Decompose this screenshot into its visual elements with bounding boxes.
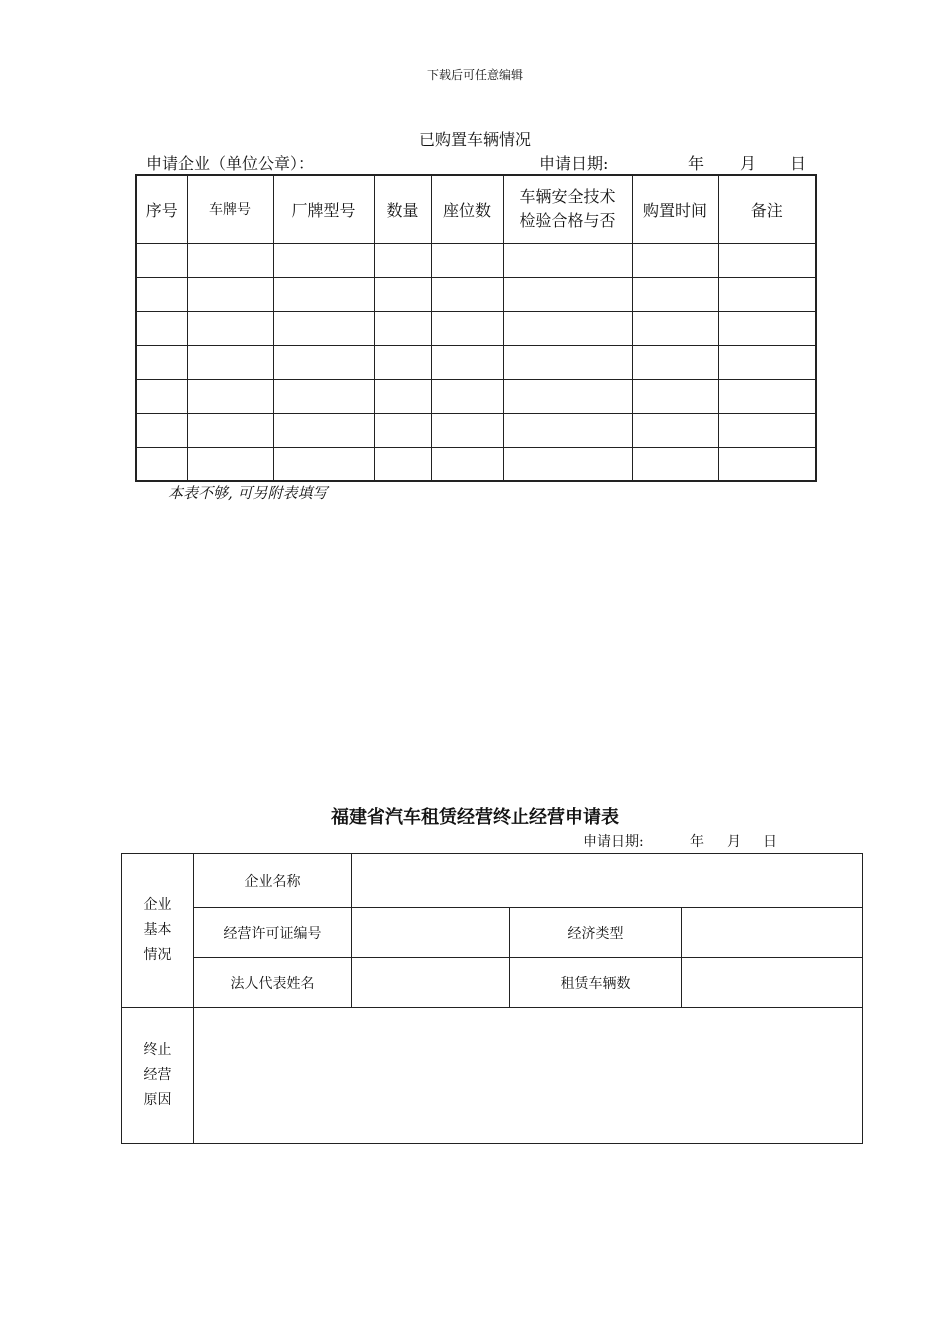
economy-type-label: 经济类型	[510, 908, 682, 958]
section-reason-line1: 终止	[143, 1042, 172, 1058]
cell-quantity[interactable]	[374, 311, 431, 345]
section-basic-info	[122, 854, 194, 1008]
table-row	[136, 413, 816, 447]
cell-safety[interactable]	[503, 277, 632, 311]
cell-seats[interactable]	[431, 243, 503, 277]
applicant-label: 申请企业（单位公章）：	[146, 154, 315, 173]
section-basic-line3: 情况	[143, 947, 172, 963]
cell-safety[interactable]	[503, 413, 632, 447]
cell-seats[interactable]	[431, 447, 503, 481]
cell-model[interactable]	[273, 243, 374, 277]
cell-plate[interactable]	[187, 311, 273, 345]
cell-purchase-time[interactable]	[632, 243, 718, 277]
cell-model[interactable]	[273, 277, 374, 311]
cell-serial[interactable]	[136, 243, 187, 277]
cell-safety[interactable]	[503, 345, 632, 379]
col-header-seats: 座位数	[431, 175, 503, 243]
legal-rep-field[interactable]	[352, 958, 510, 1008]
cell-seats[interactable]	[431, 413, 503, 447]
day-label: 日	[790, 154, 807, 173]
table-row	[136, 243, 816, 277]
license-number-label: 经营许可证编号	[194, 908, 352, 958]
cell-quantity[interactable]	[374, 277, 431, 311]
cell-purchase-time[interactable]	[632, 413, 718, 447]
cell-remarks[interactable]	[718, 277, 816, 311]
cell-model[interactable]	[273, 379, 374, 413]
cell-safety[interactable]	[503, 243, 632, 277]
cell-purchase-time[interactable]	[632, 379, 718, 413]
termination-table	[121, 853, 863, 1144]
table-row	[136, 345, 816, 379]
col-header-model: 厂牌型号	[273, 175, 374, 243]
cell-remarks[interactable]	[718, 379, 816, 413]
license-number-field[interactable]	[352, 908, 510, 958]
vehicles-form-title: 已购置车辆情况	[418, 130, 531, 149]
license-row	[122, 908, 863, 958]
termination-reason-field[interactable]	[194, 1008, 863, 1144]
termination-reason-row	[122, 1008, 863, 1144]
company-name-field[interactable]	[352, 854, 863, 908]
cell-remarks[interactable]	[718, 243, 816, 277]
table-row	[136, 277, 816, 311]
cell-purchase-time[interactable]	[632, 311, 718, 345]
cell-plate[interactable]	[187, 345, 273, 379]
table-row	[136, 311, 816, 345]
company-name-row	[122, 854, 863, 908]
cell-purchase-time[interactable]	[632, 345, 718, 379]
legal-rep-label: 法人代表姓名	[194, 958, 352, 1008]
col-header-plate: 车牌号	[187, 175, 273, 243]
vehicles-table	[135, 174, 817, 482]
apply-date-label: 申请日期:	[539, 154, 609, 173]
cell-plate[interactable]	[187, 447, 273, 481]
cell-serial[interactable]	[136, 413, 187, 447]
col-header-quantity: 数量	[374, 175, 431, 243]
cell-quantity[interactable]	[374, 243, 431, 277]
vehicles-header-row	[136, 175, 816, 243]
header-note: 下载后可任意编辑	[426, 68, 523, 82]
termination-form-title: 福建省汽车租赁经营终止经营申请表	[331, 807, 619, 828]
year-label: 年	[688, 154, 705, 173]
cell-plate[interactable]	[187, 379, 273, 413]
cell-quantity[interactable]	[374, 413, 431, 447]
cell-serial[interactable]	[136, 345, 187, 379]
month-label: 月	[740, 154, 757, 173]
company-name-label: 企业名称	[194, 854, 352, 908]
cell-model[interactable]	[273, 447, 374, 481]
cell-purchase-time[interactable]	[632, 447, 718, 481]
section-termination-reason	[122, 1008, 194, 1144]
col-header-purchase-time: 购置时间	[632, 175, 718, 243]
cell-quantity[interactable]	[374, 379, 431, 413]
cell-safety[interactable]	[503, 447, 632, 481]
cell-plate[interactable]	[187, 277, 273, 311]
cell-serial[interactable]	[136, 311, 187, 345]
cell-seats[interactable]	[431, 345, 503, 379]
cell-serial[interactable]	[136, 447, 187, 481]
section-reason-line2: 经营	[143, 1067, 172, 1083]
cell-seats[interactable]	[431, 379, 503, 413]
cell-remarks[interactable]	[718, 447, 816, 481]
table-footnote: 本表不够, 可另附表填写	[168, 484, 328, 502]
cell-quantity[interactable]	[374, 447, 431, 481]
cell-plate[interactable]	[187, 413, 273, 447]
cell-quantity[interactable]	[374, 345, 431, 379]
section-reason-line3: 原因	[143, 1092, 172, 1108]
section-basic-line1: 企业	[143, 897, 172, 913]
termination-year-label: 年	[690, 834, 704, 850]
cell-remarks[interactable]	[718, 413, 816, 447]
cell-remarks[interactable]	[718, 345, 816, 379]
table-row	[136, 447, 816, 481]
col-header-remarks: 备注	[718, 175, 816, 243]
cell-seats[interactable]	[431, 277, 503, 311]
cell-serial[interactable]	[136, 379, 187, 413]
termination-month-label: 月	[727, 834, 741, 850]
col-header-serial: 序号	[136, 175, 187, 243]
rental-vehicle-count-label: 租赁车辆数	[510, 958, 682, 1008]
cell-model[interactable]	[273, 345, 374, 379]
safety-header-line1: 车辆安全技术	[519, 187, 616, 207]
legal-rep-row	[122, 958, 863, 1008]
cell-serial[interactable]	[136, 277, 187, 311]
cell-model[interactable]	[273, 311, 374, 345]
cell-safety[interactable]	[503, 379, 632, 413]
termination-date-label: 申请日期:	[583, 834, 644, 850]
rental-vehicle-count-field[interactable]	[682, 958, 863, 1008]
section-basic-line2: 基本	[143, 922, 172, 938]
safety-header-line2: 检验合格与否	[519, 211, 616, 231]
economy-type-field[interactable]	[682, 908, 863, 958]
cell-seats[interactable]	[431, 311, 503, 345]
termination-day-label: 日	[763, 834, 777, 850]
cell-purchase-time[interactable]	[632, 277, 718, 311]
col-header-safety-inspection	[503, 175, 632, 243]
table-row	[136, 379, 816, 413]
cell-remarks[interactable]	[718, 311, 816, 345]
cell-safety[interactable]	[503, 311, 632, 345]
cell-model[interactable]	[273, 413, 374, 447]
cell-plate[interactable]	[187, 243, 273, 277]
